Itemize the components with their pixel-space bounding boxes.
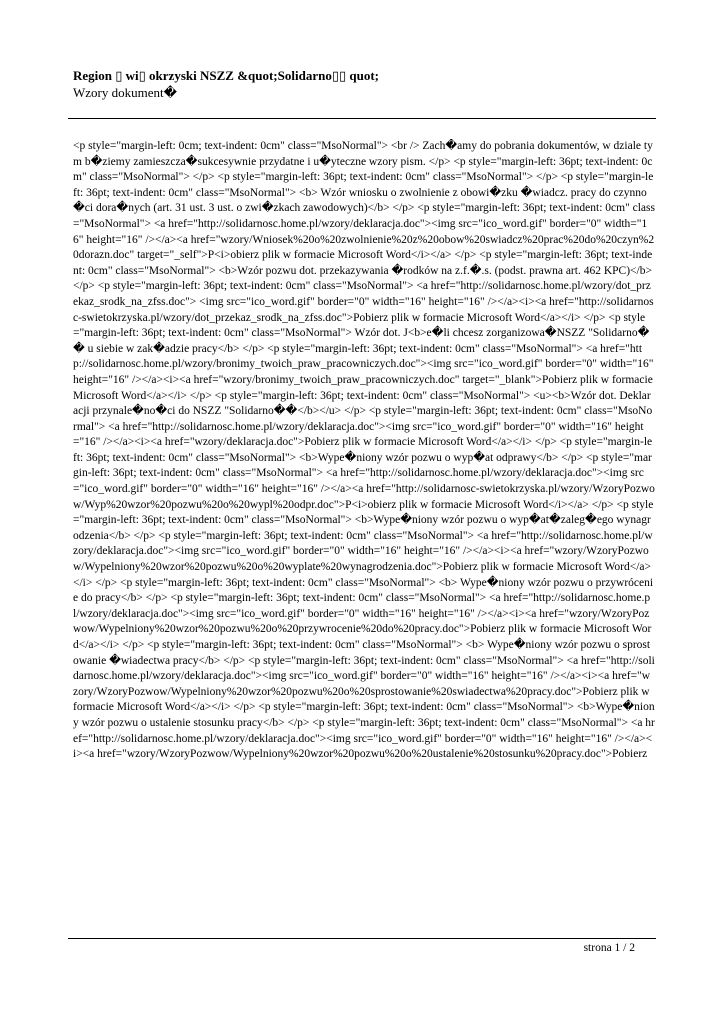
footer-divider [68,938,656,939]
page-number: strona 1 / 2 [583,942,635,954]
document-body: <p style="margin-left: 0cm; text-indent: 0cm" class="MsoNormal"> <br /> Zach�amy do pobrania dokumentów, w dziale tym b�ziemy zamieszcza�sukcesywnie przydatne i u�yteczne wzory pism. </p> <p style="margin-left: 36pt; text-indent: 0cm" class="MsoNormal"> </p> <p style="margin-left: 36pt; text-indent: 0cm" class="MsoNormal"> </p> <p style="margin-left: 36pt; text-indent: 0cm" class="MsoNormal"> <b> Wzór wniosku o zwolnienie z obowi�zku �wiadcz. pracy do czynno�ci dora�nych (art. 31 ust. 3 ust. o zwi�zkach zawodowych)</b> </p> <p style="margin-left: 36pt; text-indent: 0cm" class="MsoNormal"> <a href="http://solidarnosc.home.pl/wzory/deklaracja.doc"><img src="ico_word.gif" border="0" width="16" height="16" /></a><a href="wzory/Wniosek%20o%20zwolnienie%20z%20obow%20swiadcz%20prac%20do%20czyn%20dorazn.doc" target="_self">P<i>obierz plik w formacie Microsoft Word</i></a> </p> <p style="margin-left: 36pt; text-indent: 0cm" class="MsoNormal"> <b>Wzór pozwu dot. przekazywania �rodków na z.f.�.s. (podst. prawna art. 462 KPC)</b> </p> <p style="margin-left: 36pt; text-indent: 0cm" class="MsoNormal"> <a href="http://solidarnosc.home.pl/wzory/dot_przekaz_srodk_na_zfss.doc"> <img src="ico_word.gif" border="0" width="16" height="16" /></a><i><a href="http://solidarnosc-swietokrzyska.pl/wzory/dot_przekaz_srodk_na_zfss.doc">Pobierz plik w formacie Microsoft Word</a></i> </p> <p style="margin-left: 36pt; text-indent: 0cm" class="MsoNormal"> Wzór dot. J<b>e�li chcesz zorganizowa�NSZZ "Solidarno�� u siebie w zak�adzie pracy</b> </p> <p style="margin-left: 36pt; text-indent: 0cm" class="MsoNormal"> <a href="http://solidarnosc.home.pl/wzory/bronimy_twoich_praw_pracowniczych.doc"><img src="ico_word.gif" border="0" width="16" height="16" /></a><i><a href="wzory/bronimy_twoich_praw_pracowniczych.doc" target="_blank">Pobierz plik w formacie Microsoft Word</a></i> </p> <p style="margin-left: 36pt; text-indent: 0cm" class="MsoNormal"> <u><b>Wzór dot. Deklaracji przynale�no�ci do NSZZ "Solidarno��</b></u> </p> <p style="margin-left: 36pt; text-indent: 0cm" class="MsoNormal"> <a href="http://solidarnosc.home.pl/wzory/deklaracja.doc"><img src="ico_word.gif" border="0" width="16" height="16" /></a><i><a href="wzory/deklaracja.doc">Pobierz plik w formacie Microsoft Word</a></i> </p> <p style="margin-left: 36pt; text-indent: 0cm" class="MsoNormal"> <b>Wype�niony wzór pozwu o wyp�at odprawy</b> </p> <p style="margin-left: 36pt; text-indent: 0cm" class="MsoNormal"> <a href="http://solidarnosc.home.pl/wzory/deklaracja.doc"><img src="ico_word.gif" border="0" width="16" height="16" /></a><a href="http://solidarnosc-swietokrzyska.pl/wzory/WzoryPozwow/Wyp%20wzor%20pozwu%20o%20wypl%20odpr.doc">P<i>obierz plik w formacie Microsoft Word</i></a> </p> <p style="margin-left: 36pt; text-indent: 0cm" class="MsoNormal"> <b>Wype�niony wzór pozwu o wyp�at�zaleg�ego wynagrodzenia</b> </p> <p style="margin-left: 36pt; text-indent: 0cm" class="MsoNormal"> <a href="http://solidarnosc.home.pl/wzory/deklaracja.doc"><img src="ico_word.gif" border="0" width="16" height="16" /></a><i><a href="wzory/WzoryPozwow/Wypelniony%20wzor%20pozwu%20o%20wyplate%20wynagrodzenia.doc">Pobierz plik w formacie Microsoft Word</a></i> </p> <p style="margin-left: 36pt; text-indent: 0cm" class="MsoNormal"> <b> Wype�niony wzór pozwu o przywrócenie do pracy</b> </p> <p style="margin-left: 36pt; text-indent: 0cm" class="MsoNormal"> <a href="http://solidarnosc.home.pl/wzory/deklaracja.doc"><img src="ico_word.gif" border="0" width="16" height="16" /></a><i><a href="wzory/WzoryPozwow/Wypelniony%20wzor%20pozwu%20o%20przywrocenie%20do%20pracy.doc">Pobierz plik w formacie Microsoft Word</a></i> </p> <p style="margin-left: 36pt; text-indent: 0cm" class="MsoNormal"> <b> Wype�niony wzór pozwu o sprostowanie �wiadectwa pracy</b> </p> <p style="margin-left: 36pt; text-indent: 0cm" class="MsoNormal"> <a href="http://solidarnosc.home.pl/wzory/deklaracja.doc"><img src="ico_word.gif" border="0" width="16" height="16" /></a><i><a href="wzory/WzoryPozwow/Wypelniony%20wzor%20pozwu%20o%20sprostowanie%20swiadectwa%20pracy.doc">Pobierz plik w formacie Microsoft Word</a></i> </p> <p style="margin-left: 36pt; text-indent: 0cm" class="MsoNormal"> <b>Wype�niony wzór pozwu o ustalenie stosunku pracy</b> </p> <p style="margin-left: 36pt; text-indent: 0cm" class="MsoNormal"> <a href="http://solidarnosc.home.pl/wzory/deklaracja.doc"><img src="ico_word.gif" border="0" width="16" height="16" /></a><i><a href="wzory/WzoryPozwow/Wypelniony%20wzor%20pozwu%20o%20ustalenie%20stosunku%20pracy.doc">Pobierz [73,140,655,761]
page-header [73,68,653,101]
page-subtitle: Wzory dokument� [73,85,177,100]
header-divider [68,118,656,119]
page-title: Region ▯ wi▯ okrzyski NSZZ &quot;Solidarno▯▯ quot; [73,68,379,83]
